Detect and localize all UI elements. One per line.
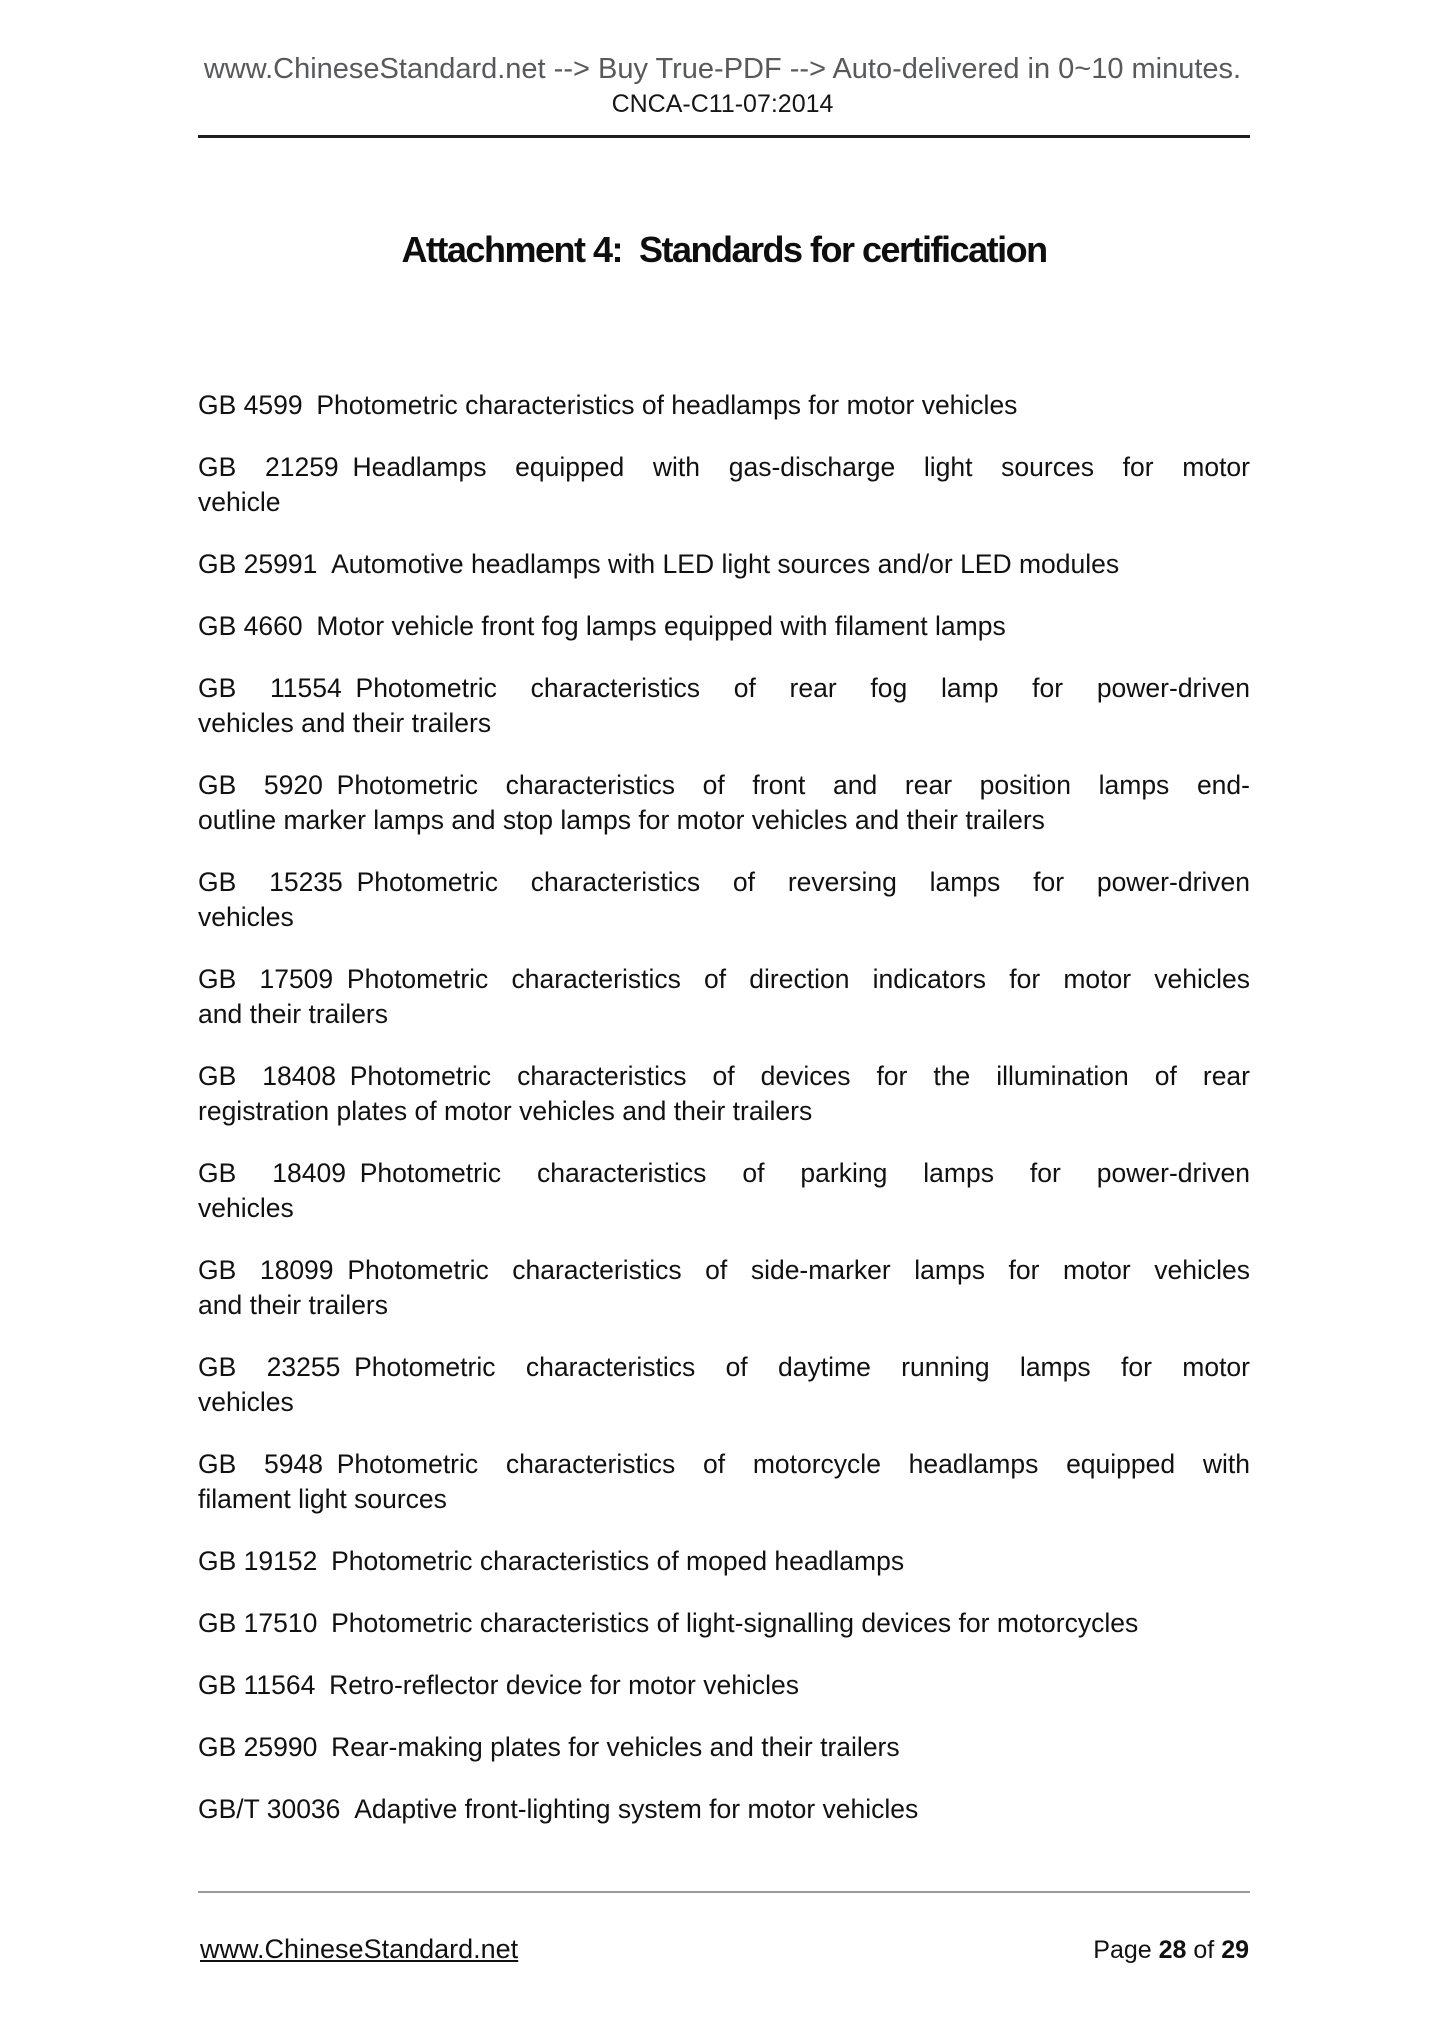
standard-code: GB 5920 [198, 770, 323, 800]
standard-text-line: GB 18408 Photometric characteristics of devices for the illumination of rear [198, 1061, 1250, 1091]
standard-text-line: vehicles and their trailers [198, 708, 492, 738]
attachment-title: Attachment 4: Standards for certification [401, 229, 1047, 270]
standard-text-line: GB 25990 Rear-making plates for vehicles and their trailers [198, 1732, 900, 1762]
standard-text-line: GB 25991 Automotive headlamps with LED light sources and/or LED modules [198, 549, 1120, 579]
standard-text-line: and their trailers [198, 1290, 389, 1320]
standard-code: GB 11564 [198, 1670, 316, 1700]
standard-text-line: vehicles [198, 1387, 294, 1417]
page-word: Page [1093, 1936, 1152, 1964]
total-pages: 29 [1221, 1936, 1249, 1964]
standard-text-line: GB 21259 Headlamps equipped with gas-discharge light sources for motor [198, 452, 1250, 482]
standard-code: GB 19152 [198, 1546, 318, 1576]
standard-item [198, 1668, 1250, 1703]
standard-item [198, 388, 1250, 423]
standard-item [198, 1792, 1250, 1827]
footer-rule [198, 1891, 1250, 1893]
standard-item [198, 547, 1250, 582]
standard-text-line: GB/T 30036 Adaptive front-lighting system for motor vehicles [198, 1794, 919, 1824]
standard-text-line: GB 5920 Photometric characteristics of front and rear position lamps end- [198, 770, 1250, 800]
promo-banner: www.ChineseStandard.net --> Buy True-PDF --> Auto-delivered in 0~10 minutes. [203, 53, 1242, 85]
standard-text-line: and their trailers [198, 999, 389, 1029]
standard-text-line: GB 18409 Photometric characteristics of parking lamps for power-driven [198, 1158, 1250, 1188]
standard-code: GB 18408 [198, 1061, 336, 1091]
standard-item [198, 1156, 1250, 1226]
standard-code: GB 18099 [198, 1255, 334, 1285]
standard-item [198, 609, 1250, 644]
standard-text-line: vehicles [198, 902, 294, 932]
page-footer [200, 1934, 1249, 1965]
standard-text-line: vehicle [198, 487, 281, 517]
standard-item [198, 1350, 1250, 1420]
standard-text-line: GB 4660 Motor vehicle front fog lamps equipped with filament lamps [198, 611, 1006, 641]
standard-text-line: GB 23255 Photometric characteristics of daytime running lamps for motor [198, 1352, 1250, 1382]
standard-text-line: GB 19152 Photometric characteristics of moped headlamps [198, 1546, 905, 1576]
standard-item [198, 1059, 1250, 1129]
standard-text-line: GB 4599 Photometric characteristics of headlamps for motor vehicles [198, 390, 1018, 420]
standard-code: GB 17510 [198, 1608, 318, 1638]
website-link[interactable]: www.ChineseStandard.net [200, 1934, 519, 1964]
standard-code: GB 4599 [198, 390, 303, 420]
standard-item [198, 962, 1250, 1032]
standard-item [198, 1447, 1250, 1517]
standard-code: GB 18409 [198, 1158, 346, 1188]
standard-item [198, 1730, 1250, 1765]
standard-code: GB 17509 [198, 964, 334, 994]
standard-code: GB 15235 [198, 867, 343, 897]
header-rule [198, 135, 1250, 138]
standard-item [198, 1606, 1250, 1641]
standard-code: GB 23255 [198, 1352, 341, 1382]
standard-item [198, 450, 1250, 520]
standard-text-line: GB 18099 Photometric characteristics of side-marker lamps for motor vehicles [198, 1255, 1251, 1285]
standard-text-line: GB 15235 Photometric characteristics of reversing lamps for power-driven [198, 867, 1251, 897]
standard-item [198, 768, 1250, 838]
standard-text-line: GB 5948 Photometric characteristics of motorcycle headlamps equipped with [198, 1449, 1250, 1479]
standard-code: GB 11554 [198, 673, 342, 703]
standards-list [198, 388, 1250, 1827]
current-page: 28 [1158, 1936, 1187, 1964]
standard-item [198, 671, 1250, 741]
page-header [0, 0, 1445, 138]
standard-text-line: vehicles [198, 1193, 294, 1223]
page-indicator [1093, 1936, 1249, 1965]
standard-code: GB 25991 [198, 549, 318, 579]
standard-text-line: outline marker lamps and stop lamps for motor vehicles and their trailers [198, 805, 1045, 835]
standard-text-line: GB 11564 Retro-reflector device for motor vehicles [198, 1670, 799, 1700]
standard-number: CNCA-C11-07:2014 [611, 90, 834, 118]
standard-text-line: GB 11554 Photometric characteristics of rear fog lamp for power-driven [198, 673, 1250, 703]
standard-text-line: filament light sources [198, 1484, 447, 1514]
standard-code: GB 21259 [198, 452, 339, 482]
standard-item [198, 1544, 1250, 1579]
standard-item [198, 865, 1250, 935]
standard-code: GB 25990 [198, 1732, 318, 1762]
standard-text-line: registration plates of motor vehicles and their trailers [198, 1096, 813, 1126]
standard-code: GB/T 30036 [198, 1794, 341, 1824]
of-word: of [1193, 1936, 1215, 1964]
standard-code: GB 5948 [198, 1449, 323, 1479]
standard-code: GB 4660 [198, 611, 303, 641]
standard-text-line: GB 17509 Photometric characteristics of direction indicators for motor vehicles [198, 964, 1250, 994]
standard-text-line: GB 17510 Photometric characteristics of light-signalling devices for motorcycles [198, 1608, 1139, 1638]
standard-item [198, 1253, 1250, 1323]
